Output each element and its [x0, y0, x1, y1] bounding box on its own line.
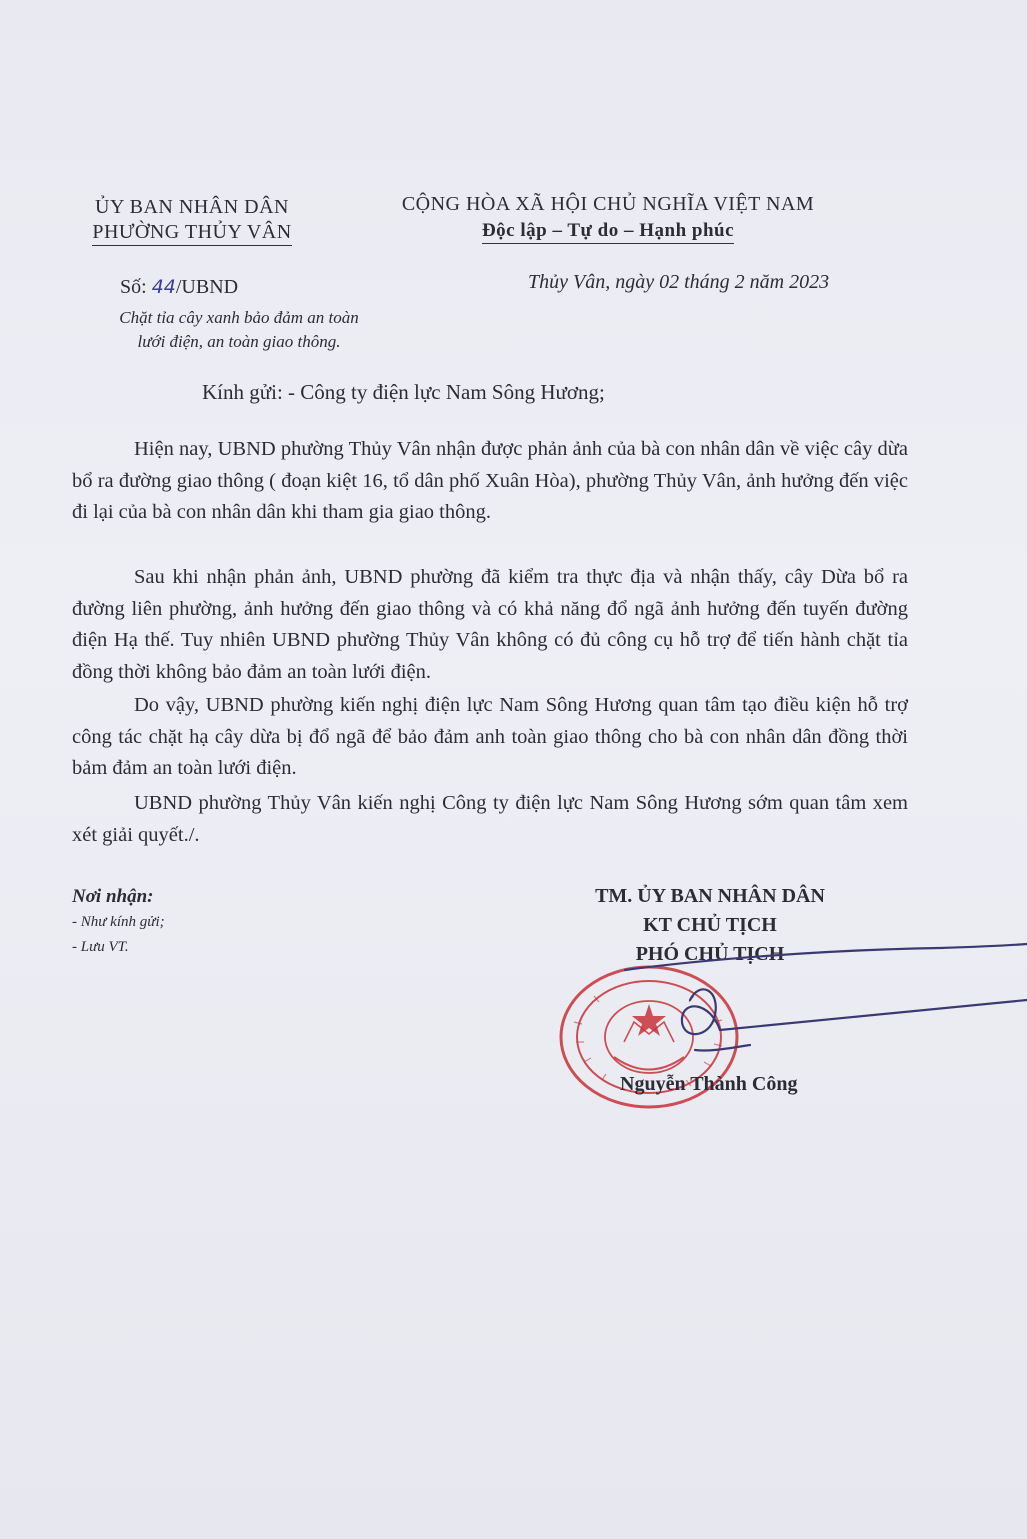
place-date: Thủy Vân, ngày 02 tháng 2 năm 2023: [528, 271, 830, 293]
nation-line1: CỘNG HÒA XÃ HỘI CHỦ NGHĨA VIỆT NAM: [401, 193, 815, 215]
signature-line1: TM. ỦY BAN NHÂN DÂN: [595, 885, 825, 907]
recipient-line: Kính gửi: - Công ty điện lực Nam Sông Hương;: [202, 380, 605, 404]
agency-line2: PHƯỜNG THỦY VÂN: [92, 221, 291, 246]
subject-line1: Chặt tỉa cây xanh bảo đảm an toàn: [119, 308, 359, 327]
document-number: [120, 276, 238, 299]
recipients-title: Nơi nhận:: [72, 886, 154, 907]
document-subject: [84, 306, 394, 354]
number-prefix: Số:: [120, 276, 147, 298]
subject-line2: lưới điện, an toàn giao thông.: [137, 332, 341, 351]
agency-line1: ỦY BAN NHÂN DÂN: [95, 196, 289, 218]
number-suffix: /UBND: [175, 276, 239, 298]
body-paragraph-2: Sau khi nhận phản ảnh, UBND phường đã kiểm tra thực địa và nhận thấy, cây Dừa bổ ra đường liên phường, ảnh hưởng đến giao thông và có khả năng đổ ngã ảnh hưởng đến tuyến đường điện Hạ thế. Tuy nhiên UBND phường Thủy Vân không có đủ công cụ hỗ trợ để tiến hành chặt tỉa đồng thời không bảo đảm an toàn lưới điện.: [72, 566, 908, 683]
signature-line2: KT CHỦ TỊCH: [643, 914, 777, 936]
body-paragraph-4: UBND phường Thủy Vân kiến nghị Công ty điện lực Nam Sông Hương sớm quan tâm xem xét giải quyết./.: [72, 792, 908, 846]
national-title: [368, 193, 848, 244]
recipients-block: [72, 886, 165, 956]
agency-name: [72, 196, 312, 246]
body-paragraph-1: Hiện nay, UBND phường Thủy Vân nhận được phản ảnh của bà con nhân dân về việc cây dừa bổ ra đường giao thông ( đoạn kiệt 16, tổ dân phố Xuân Hòa), phường Thủy Vân, ảnh hưởng đến việc đi lại của bà con nhân dân khi tham gia giao thông.: [72, 438, 908, 523]
signer-name: Nguyễn Thành Công: [620, 1073, 798, 1095]
body-paragraph-3: Do vậy, UBND phường kiến nghị điện lực Nam Sông Hương quan tâm tạo điều kiện hỗ trợ công tác chặt hạ cây dừa bị đổ ngã để bảo đảm anh toàn giao thông cho bà con nhân dân đồng thời bảm đảm an toàn lưới điện.: [72, 694, 908, 779]
nation-motto: Độc lập – Tự do – Hạnh phúc: [482, 220, 734, 244]
handwritten-number: 44: [151, 276, 176, 298]
signature-line3: PHÓ CHỦ TỊCH: [635, 943, 785, 965]
handwritten-signature-icon: [620, 930, 1027, 1090]
recipients-item: - Như kính gửi;: [72, 914, 165, 930]
recipients-item: - Lưu VT.: [72, 939, 129, 955]
